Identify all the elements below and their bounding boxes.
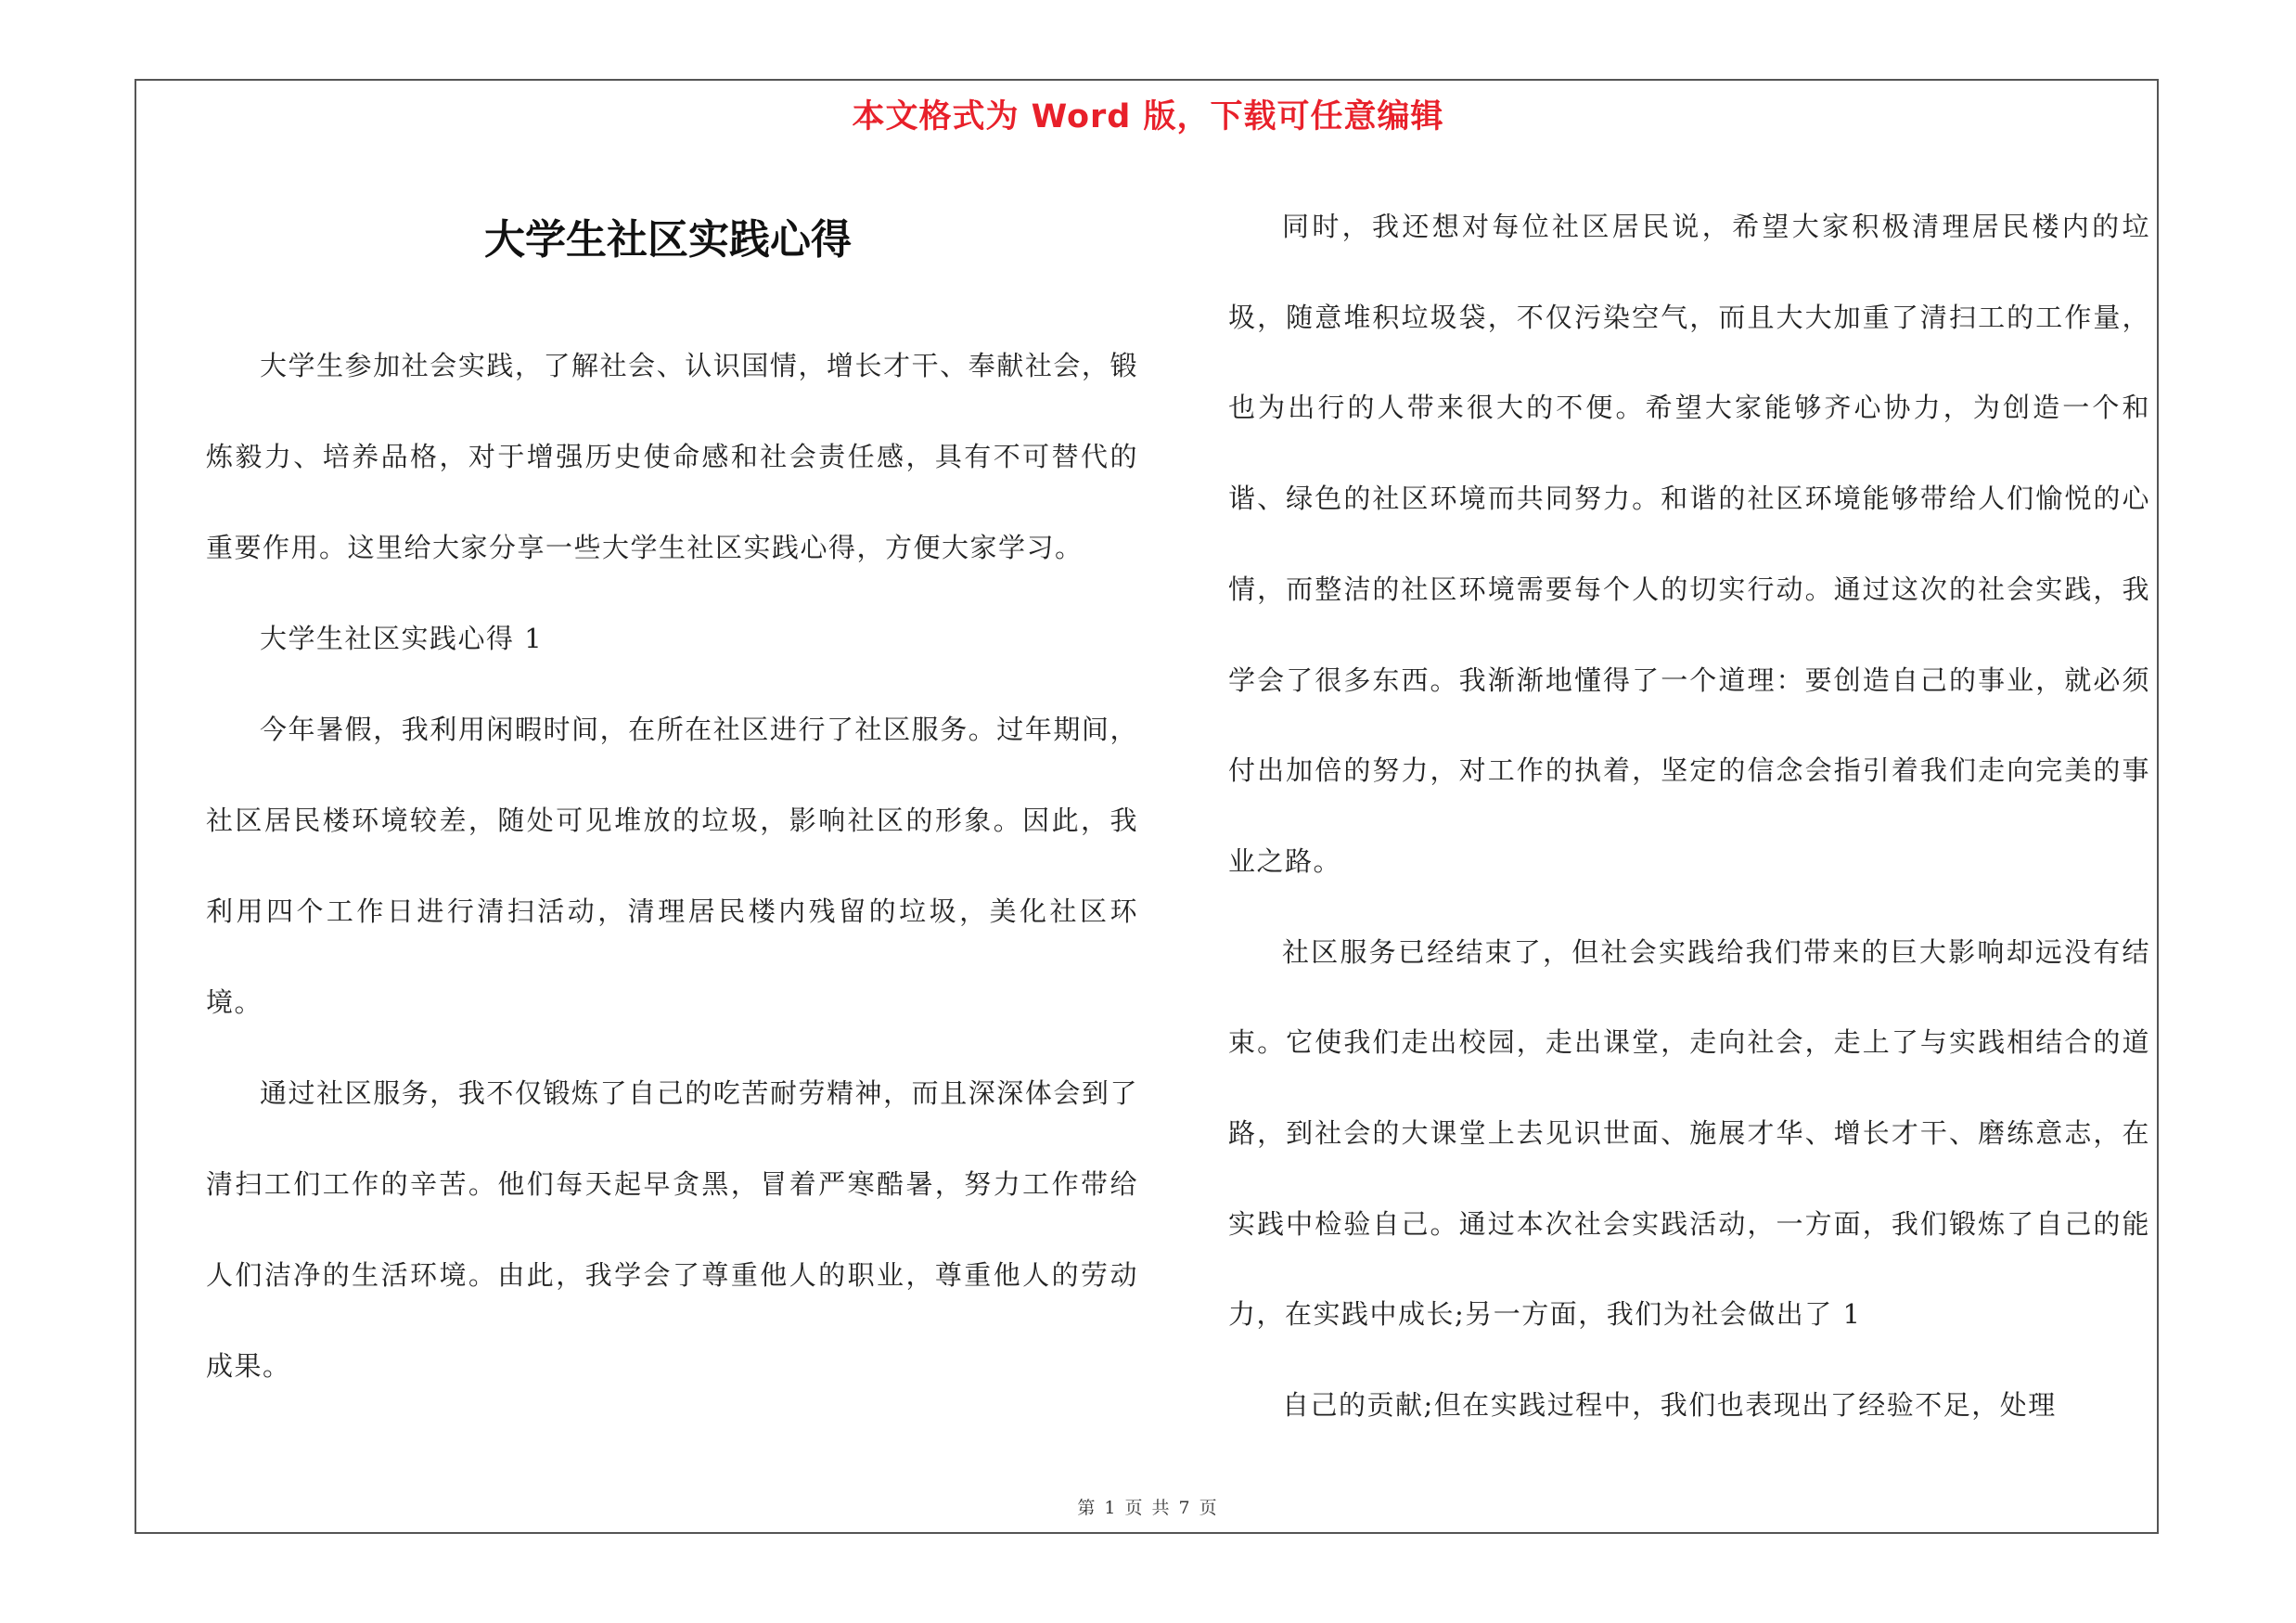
paragraph-body: 今年暑假，我利用闲暇时间，在所在社区进行了社区服务。过年期间，社区居民楼环境较差，随处可见堆放的垃圾，影响社区的形象。因此，我利用四个工作日进行清扫活动，清理居民楼内残留的垃圾，美化社区环境。 (206, 714, 1138, 1018)
paragraph-body: 自己的贡献;但在实践过程中，我们也表现出了经验不足，处理 (1282, 1389, 2057, 1422)
format-banner: 本文格式为 Word 版，下载可任意编辑 (852, 98, 1444, 135)
paragraph-subheading: 大学生社区实践心得 1 (260, 623, 544, 654)
page-number-footer: 第 1 页 共 7 页 (1077, 1498, 1219, 1518)
paragraph-intro: 大学生参加社会实践，了解社会、认识国情，增长才干、奉献社会，锻炼毅力、培养品格，对于增强历史使命感和社会责任感，具有不可替代的重要作用。这里给大家分享一些大学生社区实践心得，方便大家学习。 (206, 350, 1138, 563)
right-column (1228, 182, 2150, 1451)
document-title: 大学生社区实践心得 (484, 216, 852, 264)
left-column (206, 320, 1138, 1411)
paragraph-body: 同时，我还想对每位社区居民说，希望大家积极清理居民楼内的垃圾，随意堆积垃圾袋，不仅污染空气，而且大大加重了清扫工的工作量，也为出行的人带来很大的不便。希望大家能够齐心协力，为创造一个和谐、绿色的社区环境而共同努力。和谐的社区环境能够带给人们愉悦的心情，而整洁的社区环境需要每个人的切实行动。通过这次的社会实践，我学会了很多东西。我渐渐地懂得了一个道理：要创造自己的事业，就必须付出加倍的努力，对工作的执着，坚定的信念会指引着我们走向完美的事业之路。 (1228, 211, 2150, 877)
paragraph-body: 社区服务已经结束了，但社会实践给我们带来的巨大影响却远没有结束。它使我们走出校园，走出课堂，走向社会，走上了与实践相结合的道路，到社会的大课堂上去见识世面、施展才华、增长才干、磨练意志，在实践中检验自己。通过本次社会实践活动，一方面，我们锻炼了自己的能力，在实践中成长;另一方面，我们为社会做出了 1 (1228, 935, 2150, 1331)
paragraph-body: 通过社区服务，我不仅锻炼了自己的吃苦耐劳精神，而且深深体会到了清扫工们工作的辛苦。他们每天起早贪黑，冒着严寒酷暑，努力工作带给人们洁净的生活环境。由此，我学会了尊重他人的职业，尊重他人的劳动成果。 (206, 1077, 1138, 1382)
